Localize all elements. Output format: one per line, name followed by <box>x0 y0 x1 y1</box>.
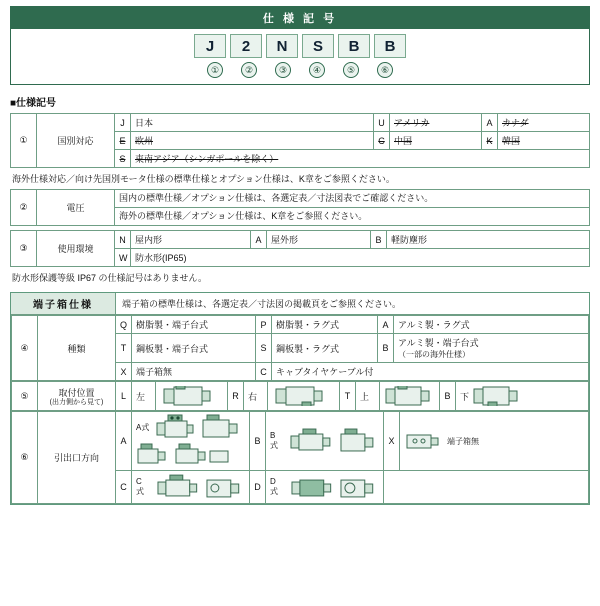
spec-number: ③ <box>275 62 291 78</box>
outlet-b-cell <box>266 412 384 471</box>
option-value: 端子箱無 <box>132 363 256 381</box>
spec-char: B <box>338 34 370 58</box>
outlet-b-row <box>270 428 379 454</box>
voltage-text: 海外の標準仕様／オプション仕様は、K章をご参照ください。 <box>115 208 590 226</box>
outlet-d-row <box>270 473 379 501</box>
option-key: X <box>384 412 400 471</box>
row-number: ③ <box>11 231 37 267</box>
outlet-a-side-diagram-icon <box>199 414 243 440</box>
option-value-sub: （一部の海外仕様） <box>398 350 470 360</box>
spec-char: 2 <box>230 34 262 58</box>
spec-char: J <box>194 34 226 58</box>
option-key: B <box>250 412 266 471</box>
row-number: ① <box>11 114 37 168</box>
spec-number: ⑤ <box>343 62 359 78</box>
outlet-empty-cell <box>384 471 589 504</box>
position-table <box>11 381 589 411</box>
row-name <box>38 382 116 411</box>
option-value: アルミ製・ラグ式 <box>394 316 589 334</box>
option-value: 左 <box>132 382 156 411</box>
option-value: 日本 <box>131 114 374 132</box>
option-key: B <box>378 334 394 363</box>
option-value: 韓国 <box>502 136 521 146</box>
spec-char: N <box>266 34 298 58</box>
row-name-main: 取付位置 <box>58 387 95 398</box>
option-key: U <box>374 114 390 132</box>
outlet-a-diagram-icon <box>154 414 196 440</box>
option-value: 軽防塵形 <box>387 231 590 249</box>
terminal-box-description: 端子箱の標準仕様は、各選定表／寸法図の掲載頁をご参照ください。 <box>116 293 589 314</box>
row-number: ② <box>11 190 37 226</box>
spec-char: S <box>302 34 334 58</box>
option-value: 下 <box>460 391 470 402</box>
no-terminal-box-diagram-icon <box>404 429 444 453</box>
option-value: A式 <box>136 422 150 432</box>
option-key: S <box>119 153 126 164</box>
country-table <box>10 113 590 168</box>
outlet-x-row <box>404 429 584 453</box>
terminal-box-heading: 端子箱仕様 <box>11 293 116 314</box>
option-key: A <box>116 412 132 471</box>
table-row <box>11 114 590 132</box>
motor-top-diagram-icon <box>384 386 436 406</box>
terminal-box-header <box>11 293 589 314</box>
option-value: 鋼板製・ラグ式 <box>272 334 378 363</box>
spec-char: B <box>374 34 406 58</box>
outlet-c-diagram-icon <box>155 473 201 501</box>
spec-number: ② <box>241 62 257 78</box>
row-name: 引出口方向 <box>38 412 116 504</box>
option-value: アメリカ <box>394 118 430 128</box>
spec-number-wrap <box>336 62 366 78</box>
table-row <box>12 412 589 471</box>
option-key: L <box>116 382 132 411</box>
table-row <box>11 190 590 208</box>
option-value: B式 <box>270 431 278 451</box>
option-key: D <box>250 471 266 504</box>
spec-number-wrap <box>302 62 332 78</box>
option-value: 欧州 <box>135 136 154 146</box>
option-value: カナダ <box>502 118 529 128</box>
option-key: A <box>378 316 394 334</box>
spec-number: ④ <box>309 62 325 78</box>
table-row <box>12 382 589 411</box>
option-value: 屋外形 <box>267 231 371 249</box>
option-value: 樹脂製・ラグ式 <box>272 316 378 334</box>
outlet-b-side-diagram-icon <box>337 428 379 454</box>
outlet-a-detail-diagram-icon <box>136 442 232 468</box>
position-diagram-top <box>380 382 440 411</box>
spec-number-wrap <box>370 62 400 78</box>
option-value: C式 <box>136 477 144 497</box>
row-name: 種類 <box>38 316 116 381</box>
motor-bottom-diagram-icon <box>472 386 524 406</box>
table-row <box>11 231 590 249</box>
row-number: ⑥ <box>12 412 38 504</box>
option-key: T <box>340 382 356 411</box>
row-name: 国別対応 <box>37 114 115 168</box>
option-value: 屋内形 <box>131 231 251 249</box>
spec-number-wrap <box>200 62 230 78</box>
spec-char-row <box>11 34 589 58</box>
option-value: 上 <box>356 382 380 411</box>
terminal-box-section <box>10 292 590 505</box>
option-key: E <box>119 135 126 146</box>
option-key: S <box>256 334 272 363</box>
option-key: A <box>251 231 267 249</box>
environment-note: 防水形保護等級 IP67 の仕様記号はありません。 <box>12 273 208 284</box>
terminal-box-body <box>11 314 589 504</box>
option-key: T <box>116 334 132 363</box>
position-diagram-left <box>156 382 228 411</box>
environment-table <box>10 230 590 267</box>
section-label: ■仕様記号 <box>10 98 57 109</box>
option-key: C <box>378 135 385 146</box>
row-number: ⑤ <box>12 382 38 411</box>
option-value: 端子箱無 <box>447 436 479 446</box>
table-row <box>12 316 589 334</box>
option-key: N <box>115 231 131 249</box>
option-key: R <box>228 382 244 411</box>
option-key: C <box>256 363 272 381</box>
spec-code-page <box>0 6 600 606</box>
option-key: Q <box>116 316 132 334</box>
option-key: A <box>482 114 498 132</box>
spec-code-title: 仕 様 記 号 <box>11 7 589 29</box>
outlet-c-cell <box>132 471 250 504</box>
option-value: 鋼板製・端子台式 <box>132 334 256 363</box>
outlet-table <box>11 411 589 504</box>
option-key: B <box>440 382 456 411</box>
option-key: X <box>116 363 132 381</box>
country-note: 海外仕様対応／向け先国別モータ仕様の標準仕様とオプション仕様は、K章をご参照ください。 <box>12 174 395 184</box>
spec-number: ⑥ <box>377 62 393 78</box>
option-value: D式 <box>270 477 278 497</box>
option-value: 東南アジア（シンガポールを除く） <box>135 154 279 164</box>
position-diagram-right <box>268 382 340 411</box>
voltage-table <box>10 189 590 226</box>
kind-table <box>11 315 589 381</box>
spec-number: ① <box>207 62 223 78</box>
option-key: P <box>256 316 272 334</box>
option-value: 防水形(IP65) <box>131 249 590 267</box>
spec-code-body <box>11 29 589 84</box>
outlet-a-row2 <box>136 442 245 468</box>
spec-number-wrap <box>268 62 298 78</box>
option-value: キャブタイヤケーブル付 <box>272 363 589 381</box>
motor-left-diagram-icon <box>160 386 222 406</box>
outlet-a-cell <box>132 412 250 471</box>
spec-code-block <box>10 6 590 85</box>
option-value: 樹脂製・端子台式 <box>132 316 256 334</box>
option-value: 右 <box>244 382 268 411</box>
outlet-x-cell <box>400 412 589 471</box>
option-key: C <box>116 471 132 504</box>
row-name-sub: (出力側から見て) <box>49 398 104 406</box>
outlet-d-side-diagram-icon <box>337 473 379 501</box>
position-bottom-cell <box>460 386 584 406</box>
option-key: J <box>115 114 131 132</box>
spec-number-wrap <box>234 62 264 78</box>
option-value: 中国 <box>394 136 413 146</box>
motor-right-diagram-icon <box>272 386 334 406</box>
outlet-d-diagram-icon <box>289 473 335 501</box>
option-value: アルミ製・端子台式 <box>398 338 479 349</box>
row-name: 電圧 <box>37 190 115 226</box>
outlet-c-row <box>136 473 245 501</box>
option-key: B <box>371 231 387 249</box>
voltage-text: 国内の標準仕様／オプション仕様は、各選定表／寸法図表でご確認ください。 <box>115 190 590 208</box>
outlet-d-cell <box>266 471 384 504</box>
outlet-a-row1 <box>136 414 245 440</box>
option-key: K <box>486 135 493 146</box>
outlet-b-diagram-icon <box>288 428 334 454</box>
outlet-c-side-diagram-icon <box>203 473 245 501</box>
option-key: W <box>115 249 131 267</box>
row-name: 使用環境 <box>37 231 115 267</box>
row-number: ④ <box>12 316 38 381</box>
spec-number-row <box>11 62 589 78</box>
